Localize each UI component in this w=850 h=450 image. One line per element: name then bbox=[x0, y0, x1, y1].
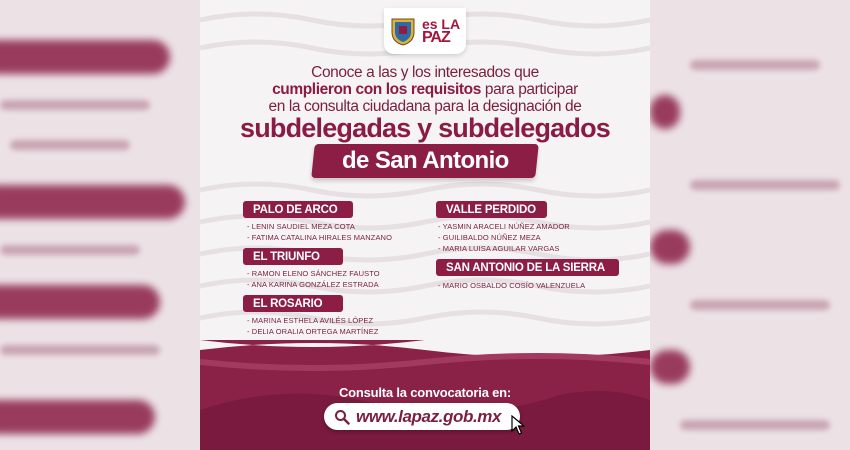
intro-line-3: en la consulta ciudadana para la designación de bbox=[268, 98, 582, 115]
logo-text bbox=[422, 17, 460, 45]
candidate: - LENIN SAUDIEL MEZA COTA bbox=[247, 222, 355, 231]
title-banner-text: de San Antonio bbox=[341, 147, 509, 174]
intro-line-2-rest: para participar bbox=[480, 81, 578, 98]
logo bbox=[384, 8, 466, 54]
candidate: - ANA KARINA GONZÁLEZ ESTRADA bbox=[247, 280, 379, 289]
candidate: - FATIMA CATALINA HIRALES MANZANO bbox=[247, 233, 392, 242]
logo-line2: PAZ bbox=[421, 29, 450, 46]
intro-line-2 bbox=[200, 81, 650, 98]
logo-line1: es LA bbox=[421, 16, 461, 32]
location-san-antonio-de-la-sierra: SAN ANTONIO DE LA SIERRA bbox=[436, 259, 619, 276]
search-icon bbox=[334, 409, 350, 425]
consulta-label: Consulta la convocatoria en: bbox=[338, 385, 512, 400]
candidate: - MARIA LUISA AGUILAR VARGAS bbox=[438, 244, 559, 253]
title-banner bbox=[311, 144, 539, 178]
intro-line-1: Conoce a las y los interesados que bbox=[311, 64, 539, 81]
blurred-background-left bbox=[0, 0, 200, 450]
candidate: - MARIO OSBALDO COSÍO VALENZUELA bbox=[438, 281, 585, 290]
url-search-bar[interactable] bbox=[324, 403, 520, 430]
candidate: - GUILIBALDO NÚÑEZ MEZA bbox=[438, 233, 541, 242]
location-el-triunfo: EL TRIUNFO bbox=[243, 248, 343, 265]
candidate: - YASMIN ARACELI NÚÑEZ AMADOR bbox=[438, 222, 570, 231]
mouse-pointer-icon bbox=[511, 415, 525, 435]
blurred-background-right bbox=[650, 0, 850, 450]
location-valle-perdido: VALLE PERDIDO bbox=[436, 201, 547, 218]
location-palo-de-arco: PALO DE ARCO bbox=[243, 201, 353, 218]
poster bbox=[200, 0, 650, 450]
intro-emphasis: cumplieron con los requisitos bbox=[272, 81, 481, 98]
coat-of-arms-icon bbox=[390, 16, 416, 46]
location-el-rosario: EL ROSARIO bbox=[243, 295, 343, 312]
candidate: - MARINA ESTHELA AVILÉS LÓPEZ bbox=[247, 316, 373, 325]
website-link[interactable]: www.lapaz.gob.mx bbox=[356, 406, 502, 426]
candidate: - RAMON ELENO SÁNCHEZ FAUSTO bbox=[247, 269, 380, 278]
headline: subdelegadas y subdelegados bbox=[239, 113, 611, 143]
candidate: - DELIA ORALIA ORTEGA MARTÍNEZ bbox=[247, 327, 379, 336]
